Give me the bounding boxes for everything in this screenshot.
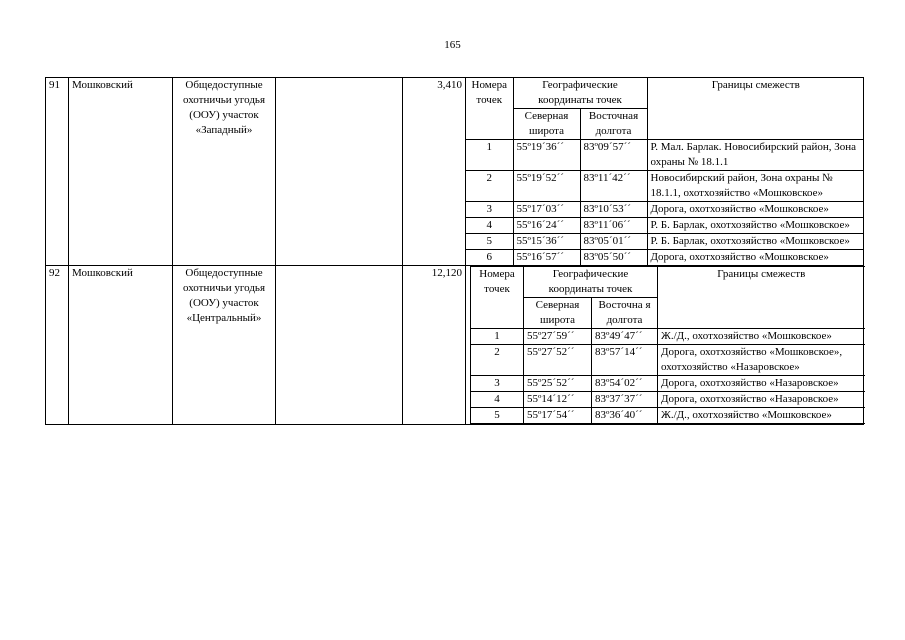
point-border: Дорога, охотхозяйство «Назаровское»: [658, 392, 865, 408]
point-latitude: 55º25´52´´: [524, 376, 592, 392]
longitude-header: Восточна я долгота: [592, 298, 658, 329]
ground-name-cell: Общедоступные охотничьи угодья (ООУ) участок «Западный»: [173, 78, 276, 266]
point-longitude: 83º37´37´´: [592, 392, 658, 408]
point-number: 5: [466, 234, 513, 250]
coordinates-table: [470, 266, 865, 424]
ground-name-cell: Общедоступные охотничьи угодья (ООУ) участок «Центральный»: [173, 266, 276, 425]
point-border: Р. Б. Барлак, охотхозяйство «Мошковское»: [647, 234, 864, 250]
point-latitude: 55º17´54´´: [524, 408, 592, 424]
point-border: Дорога, охотхозяйство «Мошковское», охотхозяйство «Назаровское»: [658, 345, 865, 376]
point-number: 6: [466, 250, 513, 266]
coordinates-cell: [466, 266, 864, 425]
point-border: Р. Б. Барлак, охотхозяйство «Мошковское»: [647, 218, 864, 234]
point-row: [466, 140, 864, 171]
area-cell: 12,120: [403, 266, 466, 425]
point-latitude: 55º19´36´´: [513, 140, 580, 171]
point-latitude: 55º16´57´´: [513, 250, 580, 266]
points-header: Номера точек: [471, 267, 524, 329]
point-latitude: 55º16´24´´: [513, 218, 580, 234]
district-cell: Мошковский: [69, 266, 173, 425]
point-longitude: 83º05´01´´: [580, 234, 647, 250]
table-row: [46, 78, 864, 266]
coordinates-cell: [466, 78, 864, 266]
row-number: 91: [46, 78, 69, 266]
point-longitude: 83º09´57´´: [580, 140, 647, 171]
point-border: Дорога, охотхозяйство «Мошковское»: [647, 202, 864, 218]
coords-header: Географические координаты точек: [524, 267, 658, 298]
point-row: [466, 171, 864, 202]
point-number: 1: [471, 329, 524, 345]
latitude-header: Северная широта: [513, 109, 580, 140]
point-latitude: 55º27´59´´: [524, 329, 592, 345]
longitude-header: Восточная долгота: [580, 109, 647, 140]
point-latitude: 55º27´52´´: [524, 345, 592, 376]
point-row: [466, 202, 864, 218]
point-latitude: 55º15´36´´: [513, 234, 580, 250]
point-row: [471, 345, 865, 376]
borders-header: Границы смежеств: [658, 267, 865, 329]
coordinates-header-row: [471, 267, 865, 298]
point-border: Новосибирский район, Зона охраны № 18.1.1, охотхозяйство «Мошковское»: [647, 171, 864, 202]
point-row: [466, 234, 864, 250]
point-border: Дорога, охотхозяйство «Назаровское»: [658, 376, 865, 392]
coordinates-header-row: [466, 78, 864, 109]
point-longitude: 83º05´50´´: [580, 250, 647, 266]
point-number: 2: [466, 171, 513, 202]
point-latitude: 55º17´03´´: [513, 202, 580, 218]
district-cell: Мошковский: [69, 78, 173, 266]
page-number: 165: [444, 39, 461, 51]
point-row: [471, 408, 865, 424]
point-longitude: 83º10´53´´: [580, 202, 647, 218]
points-header: Номера точек: [466, 78, 513, 140]
point-number: 4: [466, 218, 513, 234]
point-longitude: 83º11´42´´: [580, 171, 647, 202]
latitude-header: Северная широта: [524, 298, 592, 329]
point-longitude: 83º54´02´´: [592, 376, 658, 392]
point-number: 4: [471, 392, 524, 408]
point-border: Р. Мал. Барлак. Новосибирский район, Зона охраны № 18.1.1: [647, 140, 864, 171]
empty-cell: [276, 266, 403, 425]
row-number: 92: [46, 266, 69, 425]
point-row: [471, 392, 865, 408]
hunting-grounds-table: [45, 77, 864, 425]
point-number: 2: [471, 345, 524, 376]
coords-header: Географические координаты точек: [513, 78, 647, 109]
point-longitude: 83º11´06´´: [580, 218, 647, 234]
point-latitude: 55º14´12´´: [524, 392, 592, 408]
point-longitude: 83º57´14´´: [592, 345, 658, 376]
empty-cell: [276, 78, 403, 266]
point-row: [471, 329, 865, 345]
point-row: [466, 250, 864, 266]
point-border: Ж./Д., охотхозяйство «Мошковское»: [658, 329, 865, 345]
point-row: [466, 218, 864, 234]
coordinates-table: [466, 78, 864, 265]
area-cell: 3,410: [403, 78, 466, 266]
point-number: 1: [466, 140, 513, 171]
table-row: [46, 266, 864, 425]
point-number: 3: [471, 376, 524, 392]
point-longitude: 83º49´47´´: [592, 329, 658, 345]
point-number: 3: [466, 202, 513, 218]
point-longitude: 83º36´40´´: [592, 408, 658, 424]
point-row: [471, 376, 865, 392]
borders-header: Границы смежеств: [647, 78, 864, 140]
point-number: 5: [471, 408, 524, 424]
point-border: Ж./Д., охотхозяйство «Мошковское»: [658, 408, 865, 424]
point-border: Дорога, охотхозяйство «Мошковское»: [647, 250, 864, 266]
point-latitude: 55º19´52´´: [513, 171, 580, 202]
